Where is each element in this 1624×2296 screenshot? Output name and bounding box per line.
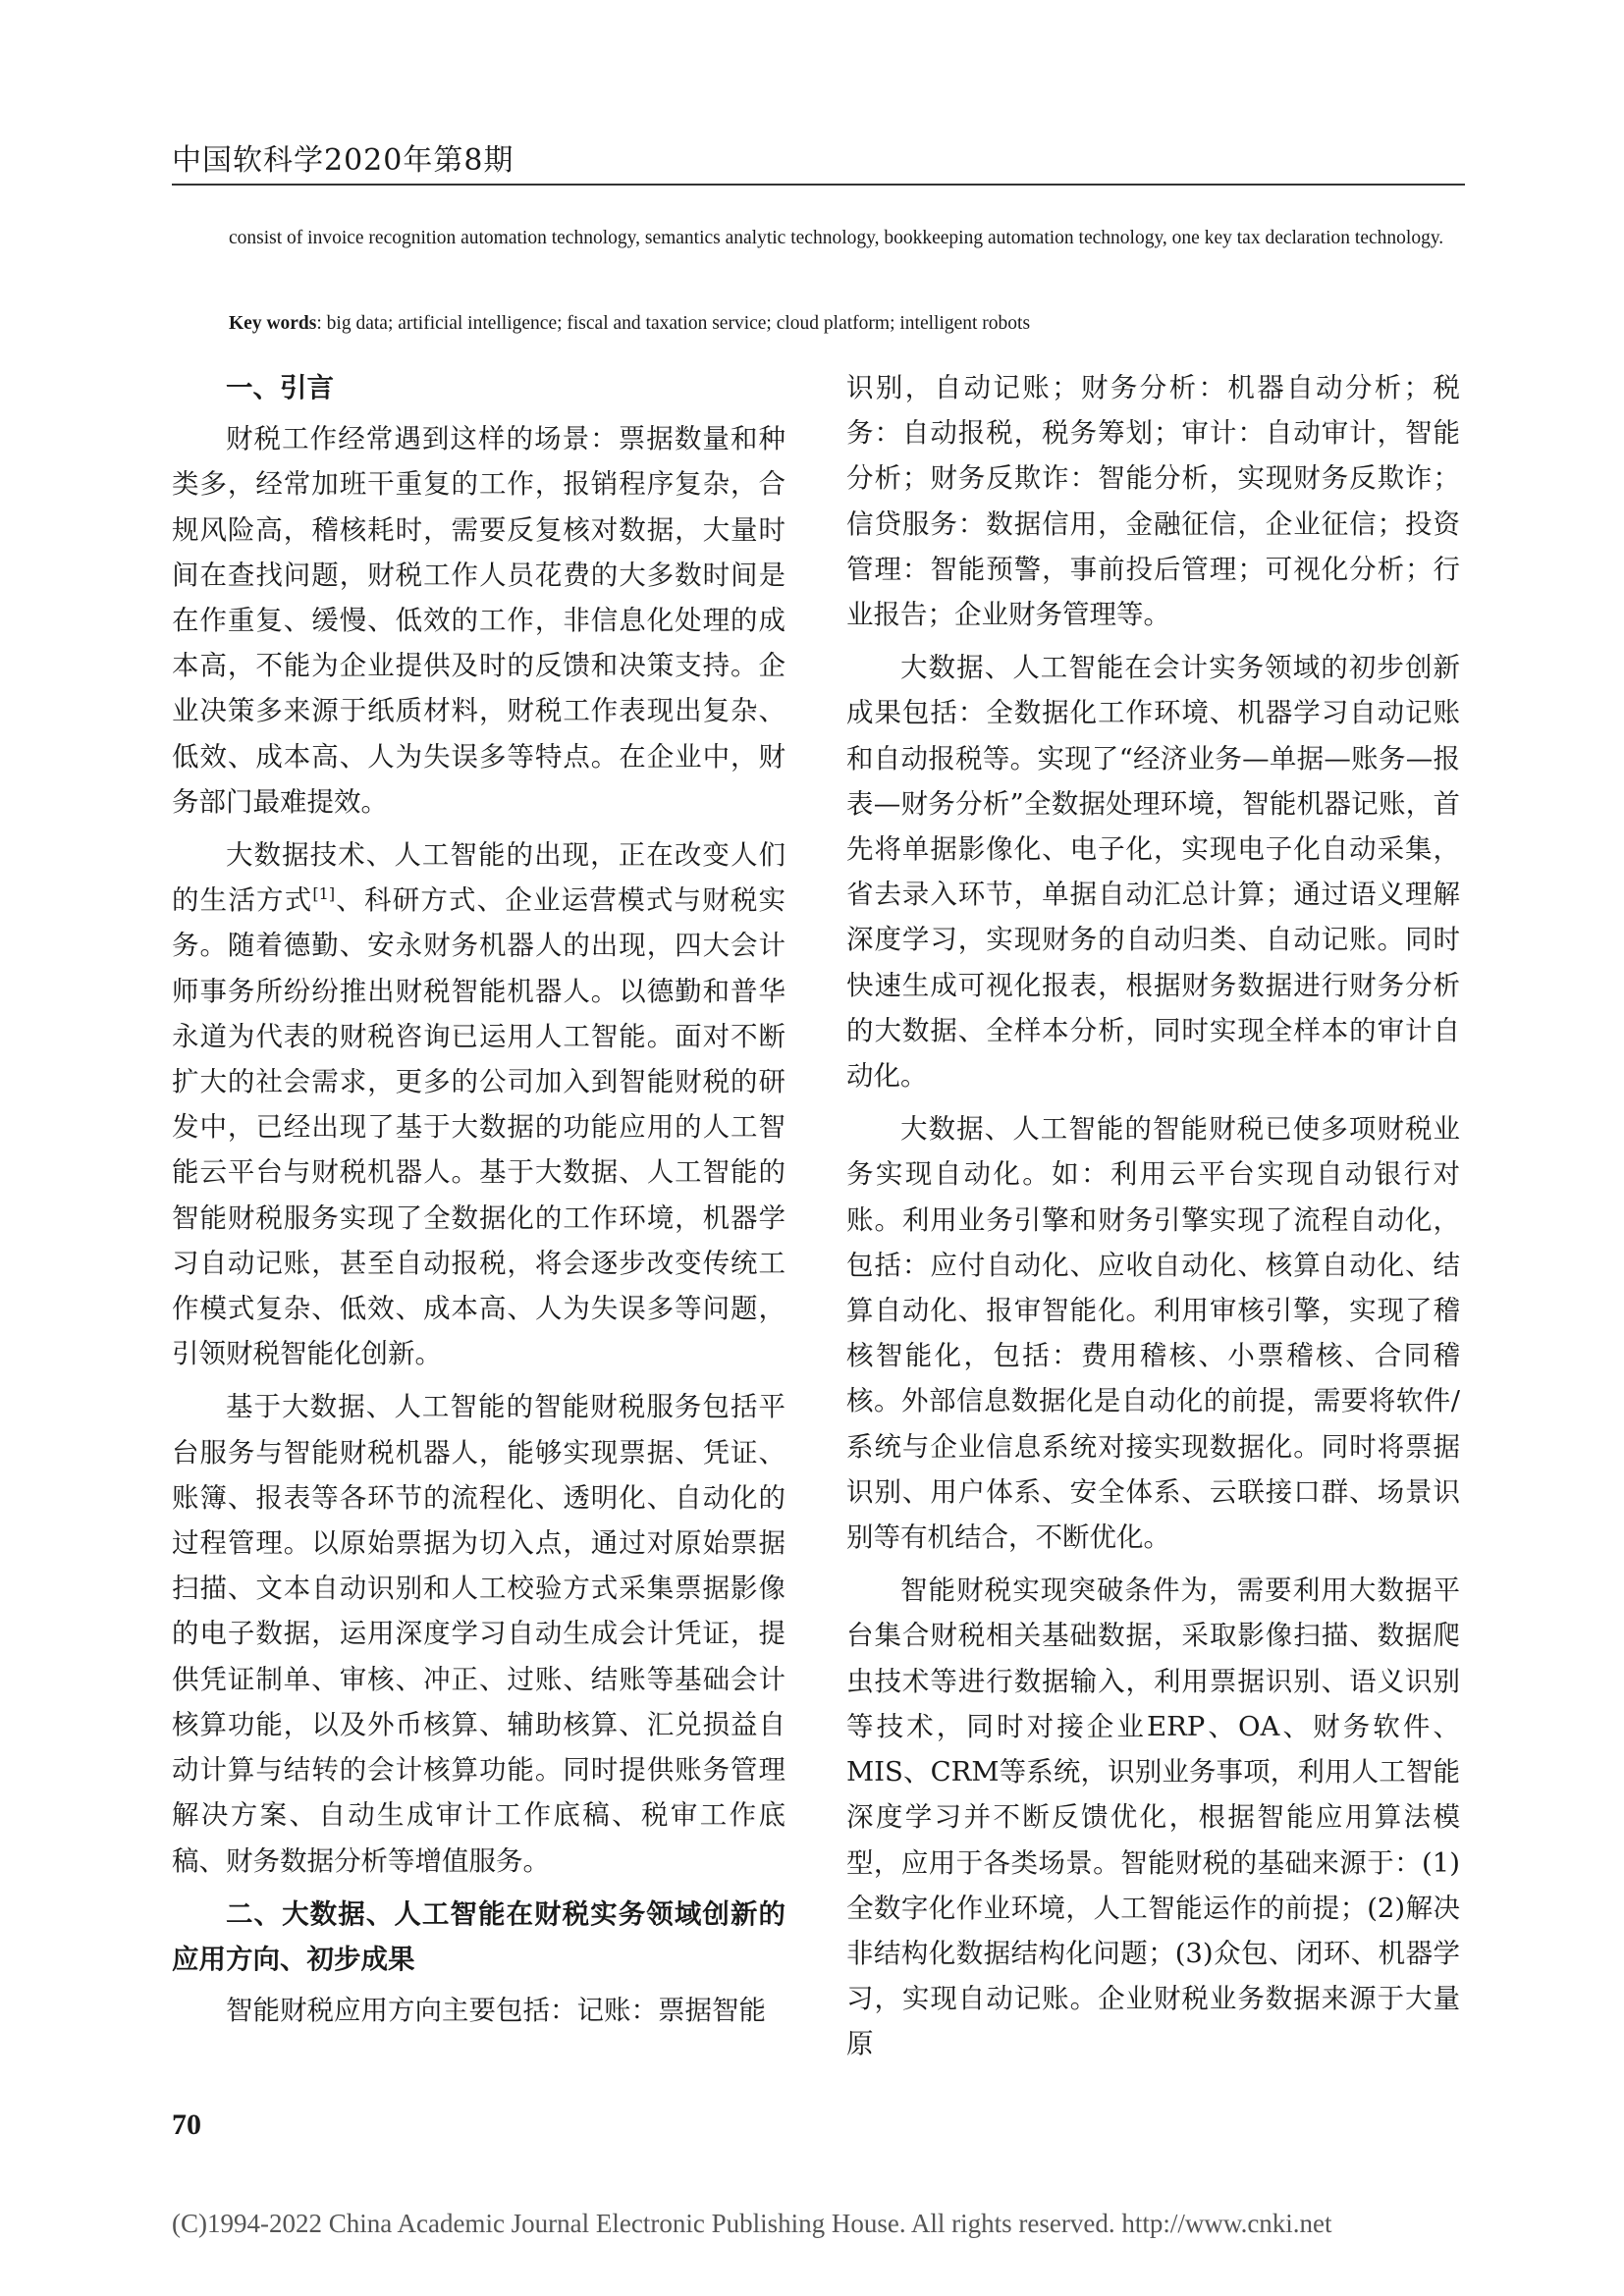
keywords-text: : big data; artificial intelligence; fiscal and taxation service; cloud platform; intelligent robots: [316, 313, 1031, 334]
page-number: 70: [172, 2109, 201, 2141]
paragraph: 基于大数据、人工智能的智能财税服务包括平台服务与智能财税机器人，能够实现票据、凭证、账簿、报表等各环节的流程化、透明化、自动化的过程管理。以原始票据为切入点，通过对原始票据扫描、文本自动识别和人工校验方式采集票据影像的电子数据，运用深度学习自动生成会计凭证，提供凭证制单、审核、冲正、过账、结账等基础会计核算功能，以及外币核算、辅助核算、汇兑损益自动计算与结转的会计核算功能。同时提供账务管理解决方案、自动生成审计工作底稿、税审工作底稿、财务数据分析等增值服务。: [172, 1391, 785, 1877]
right-column: [846, 365, 1460, 2075]
copyright-footer: (C)1994-2022 China Academic Journal Electronic Publishing House. All rights reserved. http://www.cnki.net: [172, 2209, 1332, 2238]
abstract-text: [229, 218, 1456, 259]
header-rule: [172, 184, 1465, 186]
section-heading-applications: 二、大数据、人工智能在财税实务领域创新的应用方向、初步成果: [172, 1897, 785, 1975]
running-head: 中国软科学2020年第8期: [172, 143, 514, 178]
keywords-label: Key words: [229, 313, 317, 334]
paragraph: 智能财税应用方向主要包括：记账：票据智能: [226, 1995, 766, 2027]
paragraph: 大数据、人工智能在会计实务领域的初步创新成果包括：全数据化工作环境、机器学习自动记账和自动报税等。实现了“经济业务—单据—账务—报表—财务分析”全数据处理环境，智能机器记账，首先将单据影像化、电子化，实现电子化自动采集，省去录入环节，单据自动汇总计算；通过语义理解深度学习，实现财务的自动归类、自动记账。同时快速生成可视化报表，根据财务数据进行财务分析的大数据、全样本分析，同时实现全样本的审计自动化。: [846, 652, 1460, 1093]
paragraph-continued: 识别，自动记账；财务分析：机器自动分析；税务：自动报税，税务筹划；审计：自动审计，智能分析；财务反欺诈：智能分析，实现财务反欺诈；信贷服务：数据信用，金融征信，企业征信；投资管理：智能预警，事前投后管理；可视化分析；行业报告；企业财务管理等。: [846, 372, 1460, 631]
paragraph: 大数据、人工智能的智能财税已使多项财税业务实现自动化。如：利用云平台实现自动银行对账。利用业务引擎和财务引擎实现了流程自动化，包括：应付自动化、应收自动化、核算自动化、结算自动化、报审智能化。利用审核引擎，实现了稽核智能化，包括：费用稽核、小票稽核、合同稽核。外部信息数据化是自动化的前提，需要将软件/系统与企业信息系统对接实现数据化。同时将票据识别、用户体系、安全体系、云联接口群、场景识别等有机结合，不断优化。: [846, 1113, 1460, 1554]
paragraph-text: 、科研方式、企业运营模式与财税实务。随着德勤、安永财务机器人的出现，四大会计师事务所纷纷推出财税智能机器人。以德勤和普华永道为代表的财税咨询已运用人工智能。面对不断扩大的社会需求，更多的公司加入到智能财税的研发中，已经出现了基于大数据的功能应用的人工智能云平台与财税机器人。基于大数据、人工智能的智能财税服务实现了全数据化的工作环境，机器学习自动记账，甚至自动报税，将会逐步改变传统工作模式复杂、低效、成本高、人为失误多等问题，引领财税智能化创新。: [172, 884, 786, 1370]
section-heading-introduction: 一、引言: [226, 372, 334, 403]
paragraph-text: 大数据技术、人工智能的出现，正在改变人们的生活方式: [172, 839, 785, 917]
paragraph-with-citation: [172, 832, 785, 1376]
left-column: [172, 365, 785, 2041]
paragraph: 财税工作经常遇到这样的场景：票据数量和种类多，经常加班干重复的工作，报销程序复杂，合规风险高，稽核耗时，需要反复核对数据，大量时间在查找问题，财税工作人员花费的大多数时间是在作重复、缓慢、低效的工作，非信息化处理的成本高，不能为企业提供及时的反馈和决策支持。企业决策多来源于纸质材料，财税工作表现出复杂、低效、成本高、人为失误多等特点。在企业中，财务部门最难提效。: [172, 423, 785, 818]
paragraph: 智能财税实现突破条件为，需要利用大数据平台集合财税相关基础数据，采取影像扫描、数据爬虫技术等进行数据输入，利用票据识别、语义识别等技术，同时对接企业ERP、OA、财务软件、MIS、CRM等系统，识别业务事项，利用人工智能深度学习并不断反馈优化，根据智能应用算法模型，应用于各类场景。智能财税的基础来源于：(1)全数字化作业环境，人工智能运作的前提；(2)解决非结构化数据结构化问题；(3)众包、闭环、机器学习，实现自动记账。企业财税业务数据来源于大量原: [846, 1575, 1460, 2060]
abstract-paragraph: consist of invoice recognition automation technology, semantics analytic technology, bookkeeping automation technology, one key tax declaration technology.: [229, 228, 1444, 248]
keywords: [229, 303, 1456, 345]
citation-ref: [1]: [312, 884, 336, 904]
